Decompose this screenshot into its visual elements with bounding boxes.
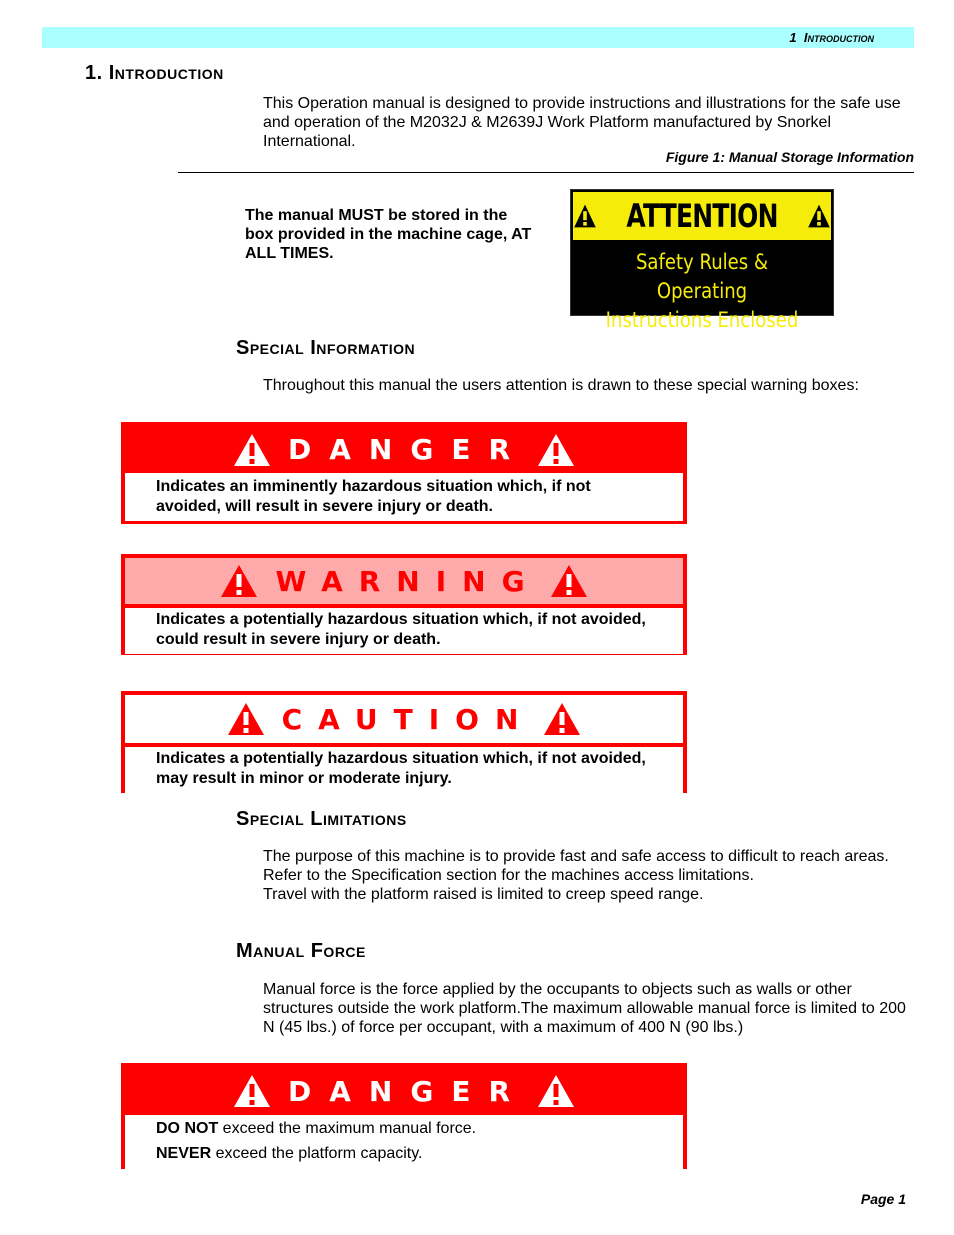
- caution-header: [125, 695, 683, 747]
- limitations-line-1: The purpose of this machine is to provide fast and safe access to difficult to reach areas.: [263, 848, 889, 865]
- danger-box: [121, 422, 687, 524]
- storage-note: The manual MUST be stored in the box provided in the machine cage, AT ALL TIMES.: [245, 207, 532, 262]
- danger-triangle-icon: [536, 432, 576, 468]
- danger-line-2: avoided, will result in severe injury or death.: [156, 498, 493, 515]
- danger-force-line-1-rest: exceed the maximum manual force.: [218, 1120, 477, 1137]
- danger-force-description: [125, 1115, 683, 1170]
- danger-force-line-2-rest: exceed the platform capacity.: [211, 1145, 423, 1162]
- caution-box: [121, 691, 687, 793]
- danger-header: [125, 1067, 683, 1115]
- special-information-text: Throughout this manual the users attention is drawn to these special warning boxes:: [263, 377, 859, 394]
- caution-triangle-icon: [542, 701, 582, 737]
- danger-word: DANGER: [287, 433, 528, 466]
- header-chapter-number: 1: [789, 30, 797, 45]
- figure-caption: Figure 1: Manual Storage Information: [665, 149, 914, 165]
- manual-force-heading: Manual Force: [236, 940, 366, 962]
- warning-triangle-icon: [219, 563, 259, 599]
- danger-triangle-icon: [232, 1073, 272, 1109]
- danger-word: DANGER: [287, 1074, 528, 1108]
- warning-description: [125, 608, 683, 654]
- do-not-label: DO NOT: [156, 1120, 219, 1137]
- warning-triangle-icon: [549, 563, 589, 599]
- limitations-line-3: Travel with the platform raised is limited to creep speed range.: [263, 886, 704, 903]
- attention-sign-header: [573, 192, 831, 240]
- attention-line-1: Safety Rules & Operating: [635, 250, 769, 303]
- danger-box-force: [121, 1063, 687, 1169]
- special-limitations-text: [263, 847, 903, 904]
- caution-word: CAUTION: [281, 702, 535, 736]
- attention-body: [589, 248, 814, 335]
- intro-paragraph: This Operation manual is designed to provide instructions and illustrations for the safe use and operation of the M2032J & M2639J Work Platform manufactured by Snorkel International.: [263, 95, 901, 150]
- warning-word: WARNING: [275, 564, 541, 598]
- danger-header: [125, 426, 683, 473]
- running-header-text: [789, 30, 874, 45]
- danger-description: [125, 473, 683, 521]
- warning-line-2: could result in severe injury or death.: [156, 631, 441, 648]
- danger-force-line-2: [156, 1141, 679, 1166]
- warning-triangle-icon: [807, 195, 831, 237]
- danger-force-line-1: [156, 1116, 679, 1141]
- warning-box: [121, 554, 687, 655]
- danger-triangle-icon: [232, 432, 272, 468]
- page-number: Page 1: [860, 1191, 906, 1207]
- caution-line-1: Indicates a potentially hazardous situation which, if not avoided,: [156, 750, 646, 767]
- attention-sign: [570, 189, 834, 332]
- section-number: 1.: [85, 62, 103, 84]
- caution-line-2: may result in minor or moderate injury.: [156, 770, 452, 787]
- attention-title: ATTENTION: [626, 197, 778, 235]
- special-information-heading: Special Information: [236, 337, 416, 359]
- warning-triangle-icon: [573, 195, 597, 237]
- running-header: [42, 27, 914, 48]
- warning-header: [125, 558, 683, 608]
- section-title-text: Introduction: [108, 62, 224, 84]
- special-limitations-heading: Special Limitations: [236, 808, 407, 830]
- caution-triangle-icon: [226, 701, 266, 737]
- manual-force-text: Manual force is the force applied by the occupants to objects such as walls or other structures outside the work platform.The maximum allowable manual force is limited to 200 N (45 lbs.) of force per occupant, with a maximum of 400 N (90 lbs.): [263, 981, 906, 1036]
- danger-triangle-icon: [536, 1073, 576, 1109]
- figure-rule: [178, 172, 914, 173]
- never-label: NEVER: [156, 1145, 212, 1162]
- danger-line-1: Indicates an imminently hazardous situation which, if not: [156, 478, 591, 495]
- caution-description: [125, 747, 683, 793]
- warning-line-1: Indicates a potentially hazardous situation which, if not avoided,: [156, 611, 646, 628]
- header-chapter-title: Introduction: [803, 30, 874, 45]
- limitations-line-2: Refer to the Specification section for the machines access limitations.: [263, 867, 754, 884]
- attention-line-2: Instructions Enclosed: [605, 308, 799, 332]
- section-title: [85, 62, 224, 85]
